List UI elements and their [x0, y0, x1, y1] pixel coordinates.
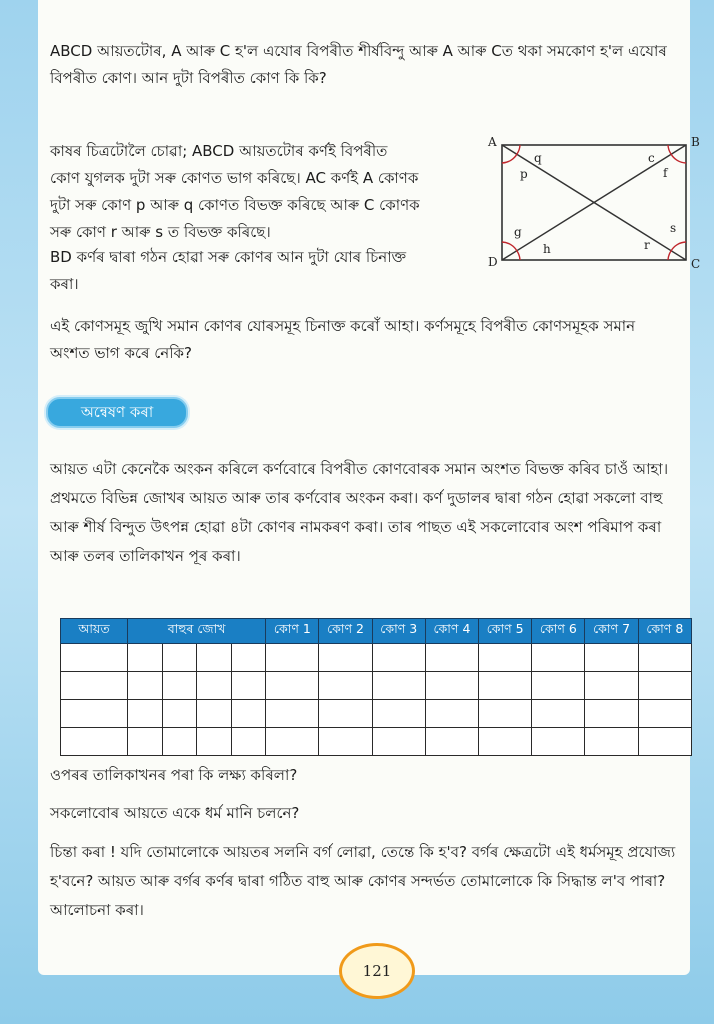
table-cell[interactable] — [231, 672, 266, 700]
table-row — [61, 672, 692, 700]
vertex-label-a: A — [488, 135, 497, 149]
figure-description: কাষৰ চিত্ৰটোলৈ চোৱা; ABCD আয়তটোৰ কৰ্ণই বিপৰীত কোণ যুগলক দুটা সৰু কোণত ভাগ কৰিছে। AC কৰ্ণই A কোণক দুটা সৰু কোণ p আৰু q কোণত বিভক্ত কৰিছে আৰু C কোণক সৰু কোণ r আৰু s ত বিভক্ত কৰিছে। — [50, 142, 420, 241]
table-cell[interactable] — [162, 728, 197, 756]
table-cell[interactable] — [372, 672, 425, 700]
table-cell[interactable] — [231, 644, 266, 672]
angle-label-h: h — [543, 242, 551, 256]
angle-arc-f — [671, 154, 686, 163]
header-angle-2: কোণ 2 — [319, 619, 372, 644]
table-cell[interactable] — [266, 644, 319, 672]
table-cell[interactable] — [425, 700, 478, 728]
angle-label-r: r — [644, 238, 650, 252]
header-angle-6: কোণ 6 — [532, 619, 585, 644]
table-cell[interactable] — [372, 728, 425, 756]
table-cell[interactable] — [479, 728, 532, 756]
angle-label-g: g — [514, 225, 522, 239]
table-cell[interactable] — [128, 700, 163, 728]
think-paragraph: চিন্তা কৰা ! যদি তোমালোকে আয়তৰ সলনি বৰ্গ লোৱা, তেন্তে কি হ'ব? বৰ্গৰ ক্ষেত্ৰটো এই ধৰ্মসমূহ প্ৰযোজ্য হ'বনে? আয়ত আৰু বৰ্গৰ কৰ্ণৰ দ্বাৰা গঠিত বাহু আৰু কোণৰ সন্দৰ্ভত তোমালোকে কি সিদ্ধান্ত ল'ব পাৰা? আলোচনা কৰা। — [50, 843, 676, 919]
table-cell[interactable] — [425, 672, 478, 700]
angle-label-q: q — [534, 151, 542, 165]
header-angle-3: কোণ 3 — [372, 619, 425, 644]
angle-label-f: f — [663, 166, 668, 180]
table-cell[interactable] — [319, 644, 372, 672]
angle-arc-h — [517, 251, 520, 260]
explore-instructions: আয়ত এটা কেনেকৈ অংকন কৰিলে কৰ্ণবোৰে বিপৰীত কোণবোৰক সমান অংশত বিভক্ত কৰিব চাওঁ আহা। প্ৰথমতে বিভিন্ন জোখৰ আয়ত আৰু তাৰ কৰ্ণবোৰ অংকন কৰা। কৰ্ণ দুডালৰ দ্বাৰা গঠন হোৱা সকলো বাহু আৰু শীৰ্ষ বিন্দুত উৎপন্ন হোৱা ৪টা কোণৰ নামকৰণ কৰা। তাৰ পাছত এই সকলোবোৰ অংশ পৰিমাপ কৰা আৰু তলৰ তালিকাখন পূৰ কৰা। — [50, 460, 669, 565]
table-cell[interactable] — [162, 672, 197, 700]
table-cell[interactable] — [231, 700, 266, 728]
angle-arc-s — [671, 242, 686, 251]
angle-label-c: c — [648, 151, 655, 165]
table-row — [61, 644, 692, 672]
table-cell[interactable] — [585, 644, 638, 672]
table-cell[interactable] — [319, 700, 372, 728]
textbook-page — [38, 0, 701, 975]
explore-heading-badge: অন্বেষণ কৰা — [46, 397, 188, 428]
table-cell[interactable] — [638, 728, 691, 756]
table-cell[interactable] — [585, 728, 638, 756]
bd-diagonal-question: BD কৰ্ণৰ দ্বাৰা গঠন হোৱা সৰু কোণৰ আন দুটা যোৰ চিনাক্ত কৰা। — [50, 248, 407, 293]
table-cell[interactable] — [585, 700, 638, 728]
table-cell[interactable] — [372, 700, 425, 728]
table-cell[interactable] — [162, 700, 197, 728]
table-cell[interactable] — [532, 672, 585, 700]
header-angle-8: কোণ 8 — [638, 619, 691, 644]
table-cell[interactable] — [197, 728, 232, 756]
table-cell[interactable] — [197, 644, 232, 672]
table-cell[interactable] — [128, 644, 163, 672]
table-cell[interactable] — [319, 672, 372, 700]
table-cell[interactable] — [162, 644, 197, 672]
rectangle-diagram — [448, 132, 701, 271]
header-side-length: বাহুৰ জোখ — [128, 619, 266, 644]
table-cell[interactable] — [372, 644, 425, 672]
angle-arc-c — [668, 145, 671, 154]
table-cell[interactable] — [319, 728, 372, 756]
angle-arc-p — [502, 154, 517, 163]
diagonal-pairs-paragraph: এই কোণসমূহ জুখি সমান কোণৰ যোৰসমূহ চিনাক্ত কৰোঁ আহা। কৰ্ণসমূহে বিপৰীত কোণসমূহক সমান অংশত ভাগ কৰে নেকি? — [50, 317, 636, 362]
observe-question: ওপৰৰ তালিকাখনৰ পৰা কি লক্ষ্য কৰিলা? — [50, 766, 298, 784]
table-cell[interactable] — [128, 728, 163, 756]
page-number-badge: 121 — [339, 943, 415, 999]
header-angle-7: কোণ 7 — [585, 619, 638, 644]
table-cell[interactable] — [61, 700, 128, 728]
angle-arc-g — [502, 242, 517, 251]
table-cell[interactable] — [532, 700, 585, 728]
header-angle-1: কোণ 1 — [266, 619, 319, 644]
table-cell[interactable] — [638, 644, 691, 672]
vertex-label-d: D — [488, 255, 498, 269]
table-cell[interactable] — [532, 644, 585, 672]
vertex-label-b: B — [691, 135, 700, 149]
table-cell[interactable] — [479, 700, 532, 728]
rule-question: সকলোবোৰ আয়তে একে ধৰ্ম মানি চলনে? — [50, 804, 300, 822]
table-cell[interactable] — [479, 672, 532, 700]
table-cell[interactable] — [266, 728, 319, 756]
table-cell[interactable] — [197, 700, 232, 728]
table-cell[interactable] — [128, 672, 163, 700]
header-rectangle: আয়ত — [61, 619, 128, 644]
table-cell[interactable] — [266, 672, 319, 700]
table-cell[interactable] — [532, 728, 585, 756]
angle-arc-r — [668, 251, 671, 260]
table-cell[interactable] — [61, 728, 128, 756]
vertex-label-c: C — [691, 257, 701, 271]
table-cell[interactable] — [638, 700, 691, 728]
angle-arc-q — [517, 145, 520, 154]
intro-paragraph: ABCD আয়তটোৰ, A আৰু C হ'ল এযোৰ বিপৰীত শীৰ্ষবিন্দু আৰু A আৰু Cত থকা সমকোণ হ'ল এযোৰ বিপৰীত কোণ। আন দুটা বিপৰীত কোণ কি কি? — [50, 42, 667, 87]
table-row — [61, 728, 692, 756]
table-cell[interactable] — [425, 644, 478, 672]
table-cell[interactable] — [231, 728, 266, 756]
angle-label-p: p — [520, 167, 528, 181]
header-angle-4: কোণ 4 — [425, 619, 478, 644]
table-cell[interactable] — [585, 672, 638, 700]
measurement-table — [60, 618, 692, 756]
table-cell[interactable] — [266, 700, 319, 728]
table-cell[interactable] — [479, 644, 532, 672]
table-cell[interactable] — [197, 672, 232, 700]
angle-label-s: s — [670, 221, 677, 235]
table-cell[interactable] — [61, 672, 128, 700]
table-cell[interactable] — [638, 672, 691, 700]
table-header-row — [61, 619, 692, 644]
table-row — [61, 700, 692, 728]
table-cell[interactable] — [61, 644, 128, 672]
table-cell[interactable] — [425, 728, 478, 756]
header-angle-5: কোণ 5 — [479, 619, 532, 644]
